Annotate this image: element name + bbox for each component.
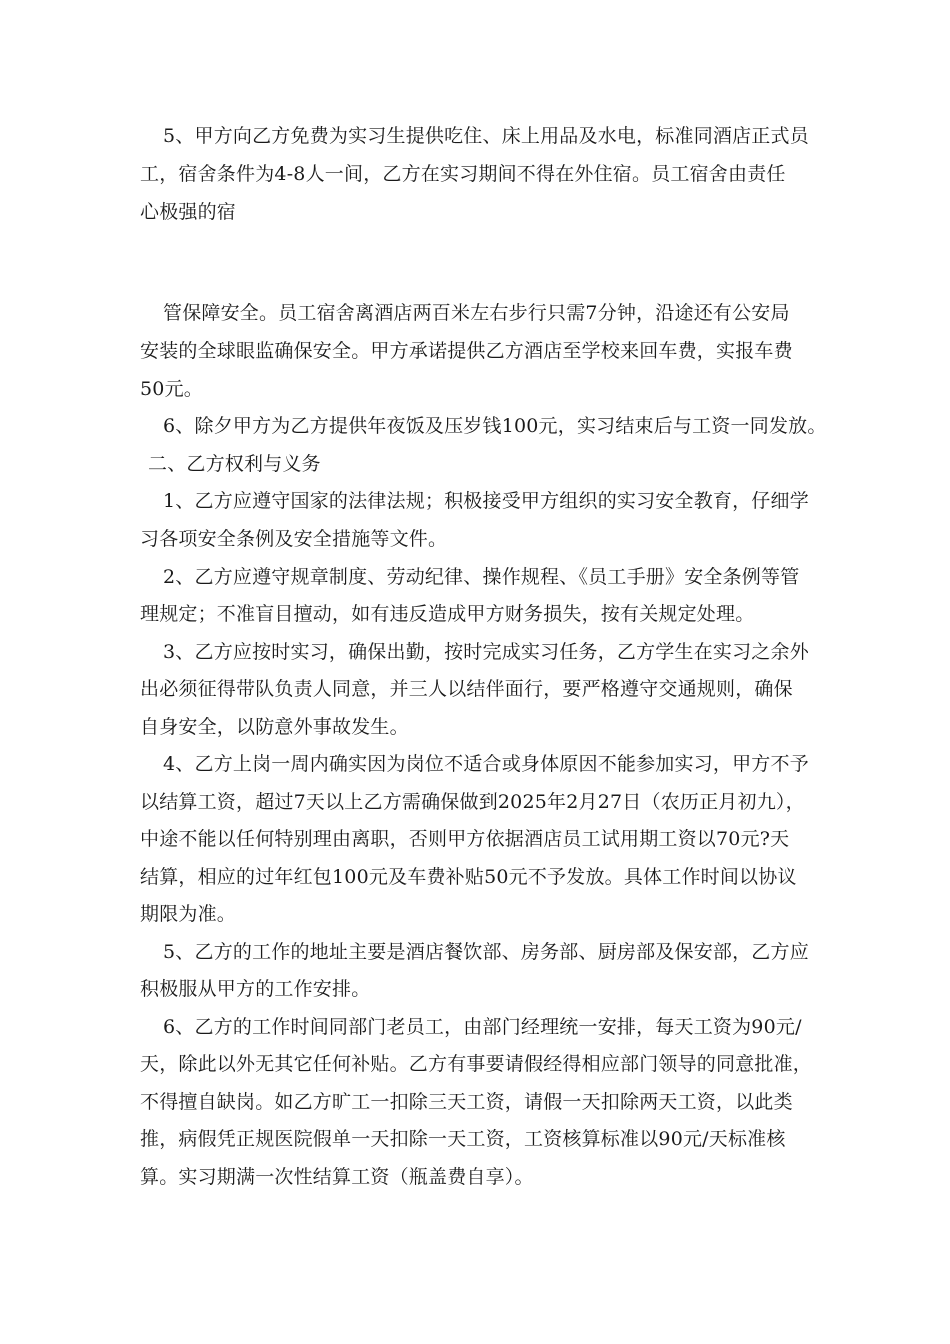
paragraph-line: 安装的全球眼监确保安全。甲方承诺提供乙方酒店至学校来回车费，实报车费 bbox=[140, 340, 793, 362]
paragraph-line: 3、乙方应按时实习，确保出勤，按时完成实习任务，乙方学生在实习之余外 bbox=[163, 641, 809, 663]
paragraph-line: 心极强的宿 bbox=[140, 201, 237, 223]
paragraph-line: 期限为准。 bbox=[140, 903, 237, 925]
paragraph-line: 理规定；不准盲目擅动，如有违反造成甲方财务损失，按有关规定处理。 bbox=[140, 603, 755, 625]
paragraph-line: 4、乙方上岗一周内确实因为岗位不适合或身体原因不能参加实习，甲方不予 bbox=[163, 753, 809, 775]
paragraph-line: 天，除此以外无其它任何补贴。乙方有事要请假经得相应部门领导的同意批准， bbox=[140, 1053, 813, 1075]
paragraph-line: 5、甲方向乙方免费为实习生提供吃住、床上用品及水电，标准同酒店正式员 bbox=[163, 125, 809, 147]
paragraph-line: 2、乙方应遵守规章制度、劳动纪律、操作规程、《员工手册》安全条例等管 bbox=[163, 566, 800, 588]
section-heading: 二、乙方权利与义务 bbox=[148, 453, 321, 475]
paragraph-line: 积极服从甲方的工作安排。 bbox=[140, 978, 371, 1000]
paragraph-line: 习各项安全条例及安全措施等文件。 bbox=[140, 528, 448, 550]
paragraph-line: 结算，相应的过年红包100元及车费补贴50元不予发放。具体工作时间以协议 bbox=[140, 866, 797, 888]
paragraph-line: 6、乙方的工作时间同部门老员工，由部门经理统一安排，每天工资为90元/ bbox=[163, 1016, 802, 1038]
paragraph-line: 出必须征得带队负责人同意，并三人以结伴面行，要严格遵守交通规则，确保 bbox=[140, 678, 793, 700]
paragraph-line: 推，病假凭正规医院假单一天扣除一天工资，工资核算标准以90元/天标准核 bbox=[140, 1128, 786, 1150]
paragraph-line: 工，宿舍条件为4-8人一间，乙方在实习期间不得在外住宿。员工宿舍由责任 bbox=[140, 163, 786, 185]
paragraph-line: 5、乙方的工作的地址主要是酒店餐饮部、房务部、厨房部及保安部，乙方应 bbox=[163, 941, 809, 963]
paragraph-line: 管保障安全。员工宿舍离酒店两百米左右步行只需7分钟，沿途还有公安局 bbox=[163, 302, 790, 324]
paragraph-line: 50元。 bbox=[140, 378, 203, 400]
paragraph-line: 自身安全，以防意外事故发生。 bbox=[140, 716, 409, 738]
paragraph-line: 1、乙方应遵守国家的法律法规；积极接受甲方组织的实习安全教育，仔细学 bbox=[163, 490, 809, 512]
paragraph-line: 6、除夕甲方为乙方提供年夜饭及压岁钱100元，实习结束后与工资一同发放。 bbox=[163, 415, 827, 437]
paragraph-line: 不得擅自缺岗。如乙方旷工一扣除三天工资，请假一天扣除两天工资，以此类 bbox=[140, 1091, 793, 1113]
paragraph-line: 算。实习期满一次性结算工资（瓶盖费自享）。 bbox=[140, 1166, 534, 1188]
paragraph-line: 中途不能以任何特别理由离职，否则甲方依据酒店员工试用期工资以70元?天 bbox=[140, 828, 790, 850]
paragraph-line: 以结算工资，超过7天以上乙方需确保做到2025年2月27日（农历正月初九）， bbox=[140, 791, 805, 813]
